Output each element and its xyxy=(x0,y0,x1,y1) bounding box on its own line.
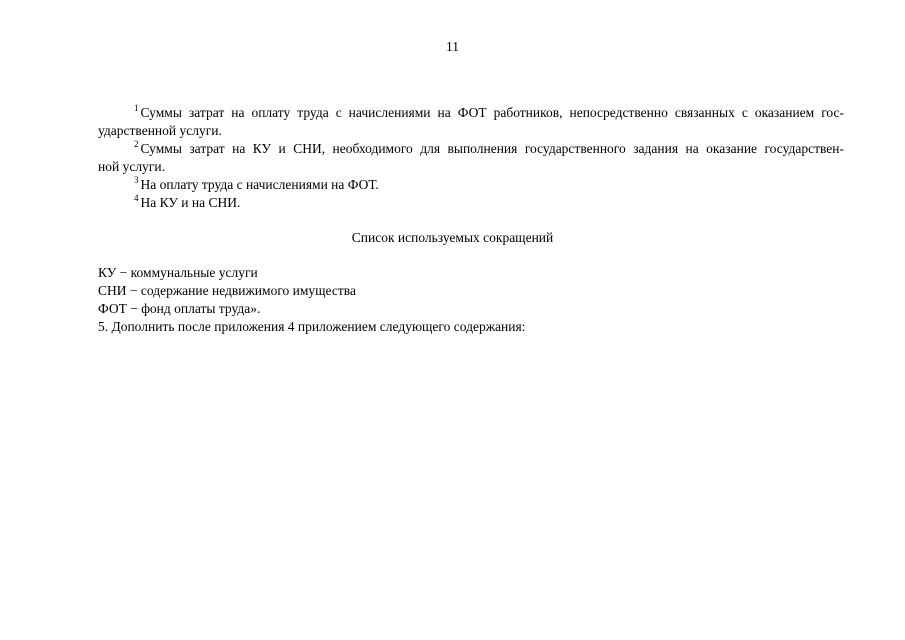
footnote-marker: 1 xyxy=(134,102,139,113)
footnote-text: Суммы затрат на оплату труда с начислениями на ФОТ работников, непосредственно связанных с оказанием гос- xyxy=(140,105,844,120)
footnote-3 xyxy=(62,176,844,194)
footnote-text-continuation: ударственной услуги. xyxy=(98,123,222,138)
abbreviations-title: Список используемых сокращений xyxy=(351,230,554,245)
abbreviation-item: ФОТ − фонд оплаты труда». xyxy=(98,301,261,316)
footnote-text: Суммы затрат на КУ и СНИ, необходимого для выполнения государственного задания на оказание государствен- xyxy=(140,141,844,156)
amendment-paragraph: 5. Дополнить после приложения 4 приложением следующего содержания: xyxy=(98,319,526,334)
footnote-text: На оплату труда с начислениями на ФОТ. xyxy=(140,177,379,192)
footnote-marker: 2 xyxy=(134,138,139,149)
abbreviations-list xyxy=(98,264,838,336)
footnote-text-continuation: ной услуги. xyxy=(98,159,165,174)
footnote-marker: 4 xyxy=(134,192,139,203)
abbreviation-item: КУ − коммунальные услуги xyxy=(98,265,258,280)
footnotes xyxy=(62,104,844,212)
footnote-text: На КУ и на СНИ. xyxy=(140,195,241,210)
footnote-marker: 3 xyxy=(134,174,139,185)
abbreviation-item: СНИ − содержание недвижимого имущества xyxy=(98,283,356,298)
footnote-2 xyxy=(62,140,844,176)
footnote-4 xyxy=(62,194,844,212)
page-number: 11 xyxy=(446,39,459,54)
footnote-1 xyxy=(62,104,844,140)
